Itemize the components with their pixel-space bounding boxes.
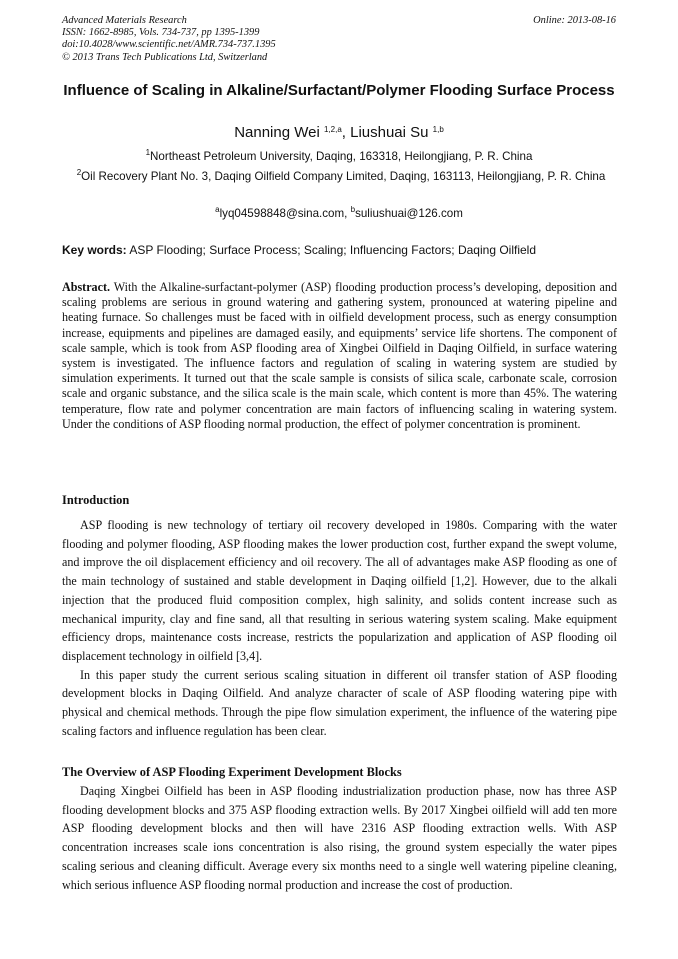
abstract [62, 280, 617, 432]
introduction-paragraph-2: In this paper study the current serious scaling situation in different oil transfer station of ASP flooding development blocks in Daqing Oilfield. And analyze character of scale of ASP flooding watering pipe with physical and chemical methods. Through the pipe flow simulation experiment, the influence of the watering pipe scaling factors and influence regulation has been clear. [62, 667, 617, 738]
email-a-mark: a [215, 205, 220, 214]
overview-paragraph-1: Daqing Xingbei Oilfield has been in ASP flooding industrialization production phase, now has three ASP flooding development blocks and 375 ASP flooding extraction wells. By 2017 Xingbei oilfield will add ten more ASP flooding development blocks and then will have 2316 ASP flooding extraction wells. With ASP concentration increases scale ions concentration is also rising, the ground system especially the water pipes scaling serious and cleaning difficult. Average every six months need to a single well watering pipeline cleaning, which serious influence ASP flooding normal production and increase the cost of production. [62, 784, 617, 892]
keywords-label: Key words: [62, 243, 127, 257]
author-separator: , [341, 124, 351, 141]
affiliation-2-mark: 2 [76, 168, 82, 177]
author-line [62, 124, 616, 142]
affiliation-2-text: Oil Recovery Plant No. 3, Daqing Oilfield Company Limited, Daqing, 163113, Heilongjiang, P. R. China [81, 170, 606, 183]
abstract-label: Abstract. [62, 280, 111, 294]
abstract-text: With the Alkaline-surfactant-polymer (ASP) flooding production process’s developing, deposition and scaling problems are serious in ground watering and gathering system, pronounced at watering pipeline and heating furnace. So challenges must be faced with in oilfield development process, such as energy consumption increase, equipments and pipelines are damaged easily, and equipments’ service life shortens. The component of scale sample, which is took from ASP flooding area of Xingbei Oilfield in Daqing Oilfield, in surface watering system is investigated. The influence factors and regulation of scaling in watering system are studied by simulation experiments. It turned out that the scale sample is consists of silica scale, carbonate scale, corrosion scale and organic substance, and the silica scale is the main scale, which content is more than 45%. The watering temperature, flow rate and polymer concentration are main factors of influencing scaling in watering system. Under the conditions of ASP flooding normal production, the effect of polymer concentration is prominent. [62, 280, 617, 431]
issn-line: ISSN: 1662-8985, Vols. 734-737, pp 1395-1399 [62, 27, 260, 39]
author-emails [62, 206, 616, 222]
email-a: lyq04598848@sina.com [219, 207, 345, 220]
email-b-mark: b [350, 205, 356, 214]
overview-heading: The Overview of ASP Flooding Experiment Development Blocks [62, 765, 402, 779]
introduction-body [62, 516, 617, 740]
affiliation-1-mark: 1 [145, 148, 151, 157]
overview-body [62, 782, 617, 894]
email-b: suliushuai@126.com [355, 207, 463, 220]
journal-header [62, 15, 616, 64]
author-2: Liushuai Su [350, 124, 433, 141]
keywords [62, 242, 622, 258]
author-2-affil: 1,b [432, 125, 444, 134]
journal-name: Advanced Materials Research [62, 15, 187, 26]
introduction-heading: Introduction [62, 493, 130, 507]
keywords-text: ASP Flooding; Surface Process; Scaling; Influencing Factors; Daqing Oilfield [126, 243, 537, 257]
affiliation-2 [66, 169, 616, 185]
author-1: Nanning Wei [234, 124, 324, 141]
online-date: Online: 2013-08-16 [533, 15, 616, 26]
affiliation-1-text: Northeast Petroleum University, Daqing, 163318, Heilongjiang, P. R. China [150, 150, 533, 163]
copyright-line: © 2013 Trans Tech Publications Ltd, Switzerland [62, 51, 268, 63]
doi-line: doi:10.4028/www.scientific.net/AMR.734-737.1395 [62, 39, 276, 51]
author-1-affil: 1,2,a [323, 125, 342, 134]
paper-title: Influence of Scaling in Alkaline/Surfactant/Polymer Flooding Surface Process [63, 82, 615, 99]
introduction-paragraph-1: ASP flooding is new technology of tertiary oil recovery developed in 1980s. Comparing with the water flooding and polymer flooding, ASP flooding makes the lower production cost, further expand the swept volume, and improve the oil displacement efficiency and oil recovery. The all of advantages make ASP flooding as one of the main technology of sustained and stable development in Daqing oilfield [1,2]. However, due to the alkali injection that the produced fluid composition complex, high salinity, and solids content increase such as mechanical impurity, clay and fine sand, all that resulting in serious watering system scaling. Make equipment efficiency drops, maintenance costs increase, restricts the popularization and application of ASP flooding oil displacement technology in oilfield [3,4]. [62, 518, 617, 663]
affiliation-1 [62, 149, 616, 165]
email-separator: , [344, 207, 351, 220]
